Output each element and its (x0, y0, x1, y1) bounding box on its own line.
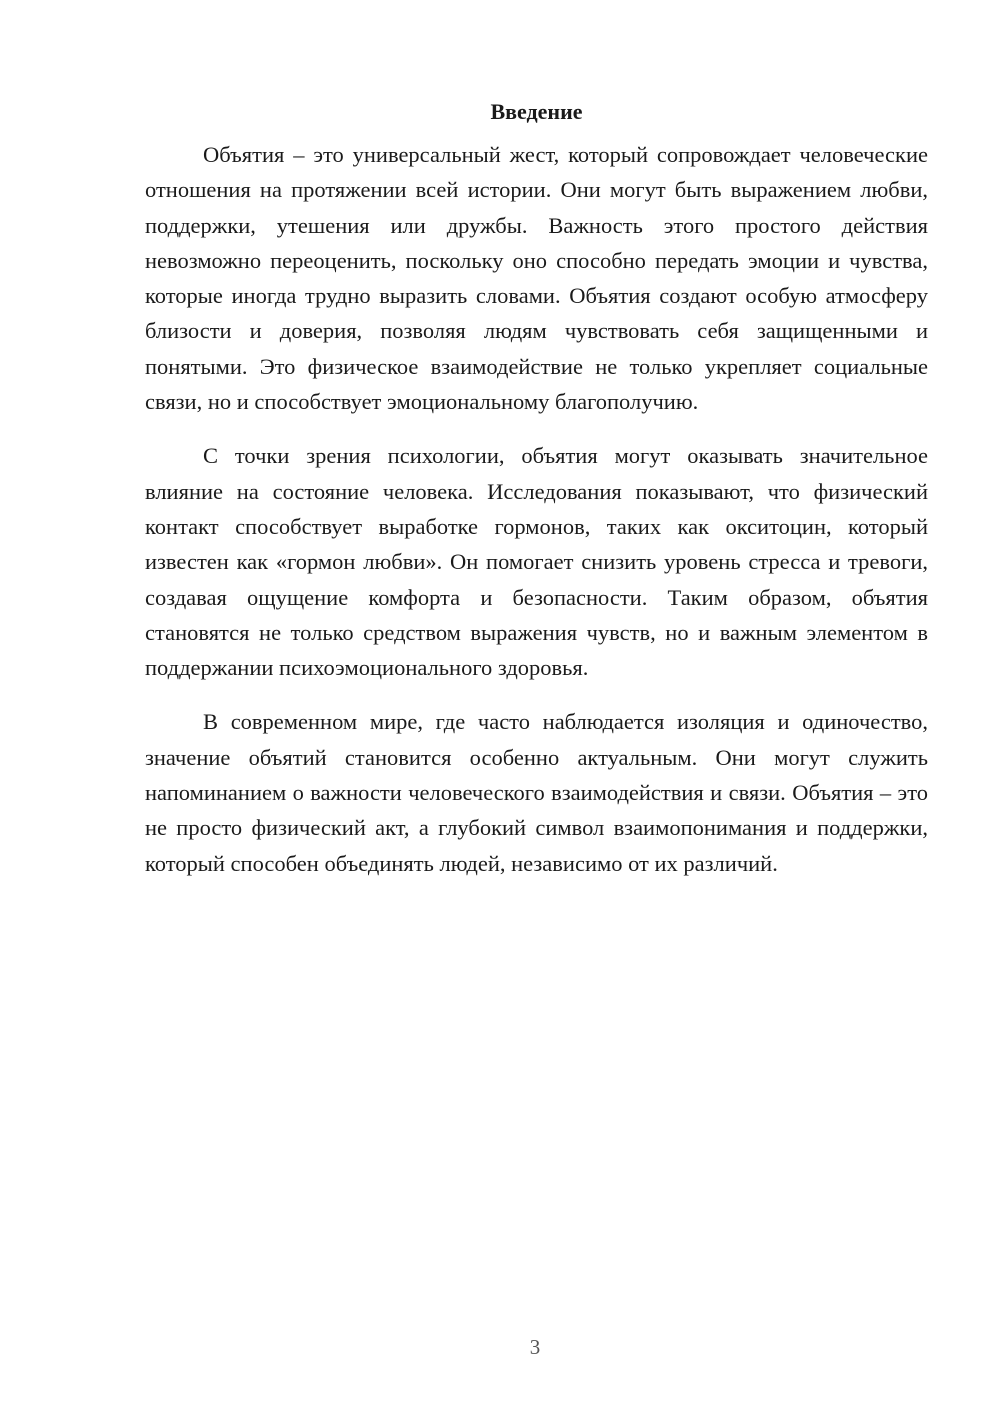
section-heading: Введение (490, 99, 583, 124)
page-content (145, 97, 928, 900)
paragraph-3: В современном мире, где часто наблюдается изоляция и одиночество, значение объятий становится особенно актуальным. Они могут служить напоминанием о важности человеческого взаимодействия и связи. Объятия – это не просто физический акт, а глубокий символ взаимопонимания и поддержки, который способен объединять людей, независимо от их различий. (145, 709, 928, 876)
page-number: 3 (529, 1335, 541, 1359)
paragraph-1: Объятия – это универсальный жест, который сопровождает человеческие отношения на протяжении всей истории. Они могут быть выражением любви, поддержки, утешения или дружбы. Важность этого простого действия невозможно переоценить, поскольку оно способно передать эмоции и чувства, которые иногда трудно выразить словами. Объятия создают особую атмосферу близости и доверия, позволяя людям чувствовать себя защищенными и понятыми. Это физическое взаимодействие не только укрепляет социальные связи, но и способствует эмоциональному благополучию. (145, 142, 928, 415)
paragraph-2: С точки зрения психологии, объятия могут оказывать значительное влияние на состояние человека. Исследования показывают, что физический контакт способствует выработке гормонов, таких как окситоцин, который известен как «гормон любви». Он помогает снизить уровень стресса и тревоги, создавая ощущение комфорта и безопасности. Таким образом, объятия становятся не только средством выражения чувств, но и важным элементом в поддержании психоэмоционального здоровья. (145, 443, 928, 681)
